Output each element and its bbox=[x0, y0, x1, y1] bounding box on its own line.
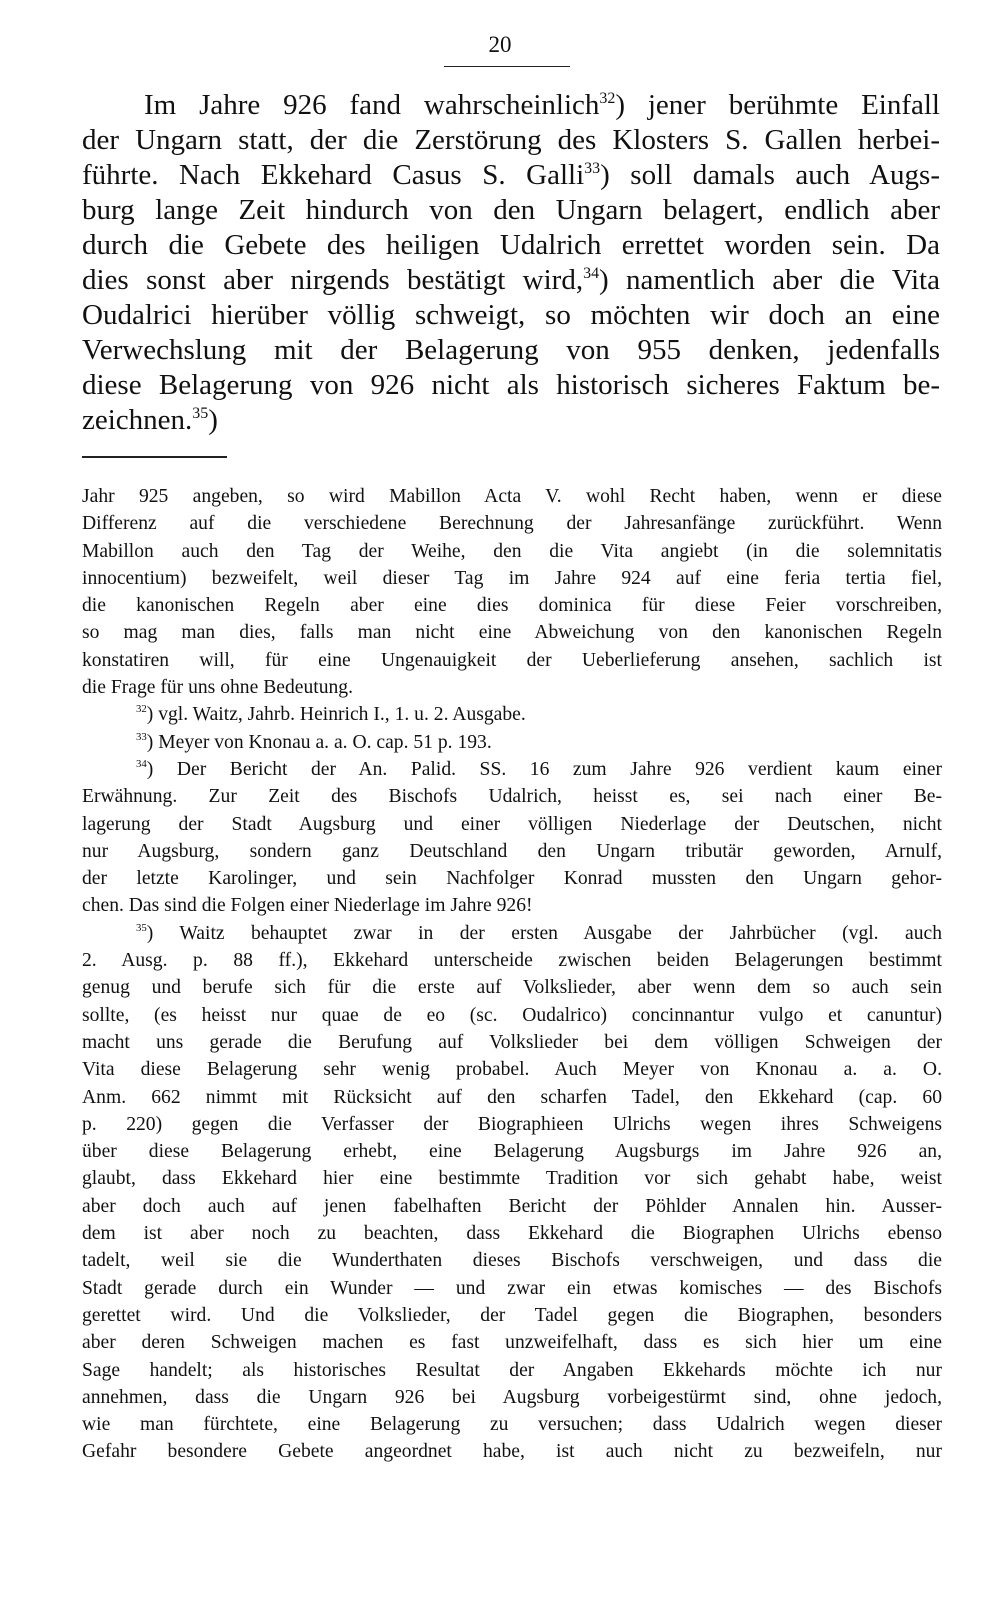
text-run: der Ungarn statt, der die Zerstörung des Klosters S. Gallen herbei- bbox=[82, 124, 940, 156]
footnote-34-line bbox=[82, 892, 942, 919]
main-text-line bbox=[82, 403, 940, 438]
footnote-marker: 34 bbox=[136, 757, 147, 770]
footnote-reference: 34 bbox=[583, 264, 600, 282]
page-number: 20 bbox=[488, 32, 512, 57]
footnote-35-line bbox=[82, 947, 942, 974]
main-text-line bbox=[82, 298, 940, 333]
footnote-marker-paren: ) bbox=[146, 731, 159, 753]
text-run: ) soll damals auch Augs- bbox=[600, 159, 940, 191]
footnote-text: chen. Das sind die Folgen einer Niederlage im Jahre 926! bbox=[82, 895, 533, 917]
footnote-35-line bbox=[82, 1111, 942, 1138]
footnote-text: der letzte Karolinger, und sein Nachfolger Konrad mussten den Ungarn gehor- bbox=[82, 868, 942, 890]
footnote-marker-paren: ) bbox=[146, 758, 177, 780]
footnote-reference: 33 bbox=[584, 159, 601, 177]
text-run: ) namentlich aber die Vita bbox=[599, 264, 940, 296]
footnote-35-line bbox=[82, 1138, 942, 1165]
footnote-34-line bbox=[82, 838, 942, 865]
footnote-separator bbox=[82, 456, 227, 458]
page-number-rule bbox=[444, 66, 570, 67]
main-text-line bbox=[82, 123, 940, 158]
footnote-35-line bbox=[82, 1302, 942, 1329]
footnote-text: Waitz behauptet zwar in der ersten Ausgabe der Jahrbücher (vgl. auch bbox=[179, 922, 942, 944]
footnote-35-line bbox=[82, 1002, 942, 1029]
text-run: zeichnen. bbox=[82, 404, 193, 436]
footnote-32-line bbox=[82, 701, 942, 728]
footnote-text: p. 220) gegen die Verfasser der Biographieen Ulrichs wegen ihres Schweigens bbox=[82, 1113, 942, 1135]
text-run: durch die Gebete des heiligen Udalrich errettet worden sein. Da bbox=[82, 229, 940, 261]
footnote-marker: 32 bbox=[136, 703, 147, 716]
main-text-line bbox=[82, 193, 940, 228]
footnote-text: Meyer von Knonau a. a. O. cap. 51 p. 193. bbox=[158, 731, 492, 753]
main-text bbox=[82, 88, 940, 438]
footnote-35-line bbox=[82, 1329, 942, 1356]
footnote-continuation-line: innocentium) bezweifelt, weil dieser Tag im Jahre 924 auf eine feria tertia fiel, bbox=[82, 567, 942, 589]
footnote-marker-paren: ) bbox=[146, 704, 159, 726]
footnote-35-line bbox=[82, 1411, 942, 1438]
footnote-text: aber doch auch auf jenen fabelhaften Bericht der Pöhlder Annalen hin. Ausser- bbox=[82, 1195, 942, 1217]
footnote-35-line bbox=[82, 1193, 942, 1220]
footnote-text: glaubt, dass Ekkehard hier eine bestimmte Tradition vor sich gehabt habe, weist bbox=[82, 1168, 942, 1190]
footnote-text: Sage handelt; als historisches Resultat der Angaben Ekkehards möchte ich nur bbox=[82, 1359, 942, 1381]
footnote-text: Stadt gerade durch ein Wunder — und zwar ein etwas komisches — des Bischofs bbox=[82, 1277, 942, 1299]
footnote-35-line bbox=[82, 974, 942, 1001]
footnote-35-line bbox=[82, 1275, 942, 1302]
footnote-continuation-line: die Frage für uns ohne Bedeutung. bbox=[82, 677, 353, 699]
footnote-text: aber deren Schweigen machen es fast unzweifelhaft, dass es sich hier um eine bbox=[82, 1332, 942, 1354]
footnote-34-line bbox=[82, 811, 942, 838]
footnote-35-line bbox=[82, 1165, 942, 1192]
text-run: Im Jahre 926 fand wahrscheinlich bbox=[144, 89, 600, 121]
footnote-reference: 35 bbox=[192, 404, 209, 422]
footnote-text: Vita diese Belagerung sehr wenig probabel. Auch Meyer von Knonau a. a. O. bbox=[82, 1059, 942, 1081]
footnote-35-line bbox=[82, 1056, 942, 1083]
footnote-text: vgl. Waitz, Jahrb. Heinrich I., 1. u. 2. Ausgabe. bbox=[158, 704, 526, 726]
main-text-line bbox=[82, 88, 940, 123]
footnote-reference: 32 bbox=[599, 89, 616, 107]
text-run: diese Belagerung von 926 nicht als historisch sicheres Faktum be- bbox=[82, 369, 940, 401]
footnote-continuation-line: so mag man dies, falls man nicht eine Abweichung von den kanonischen Regeln bbox=[82, 622, 942, 644]
footnote-text: über diese Belagerung erhebt, eine Belagerung Augsburgs im Jahre 926 an, bbox=[82, 1141, 942, 1163]
footnote-marker: 33 bbox=[136, 730, 147, 743]
footnote-34-line bbox=[82, 756, 942, 783]
text-run: führte. Nach Ekkehard Casus S. Galli bbox=[82, 159, 585, 191]
footnote-35-line bbox=[82, 1357, 942, 1384]
footnote-text: dem ist aber noch zu beachten, dass Ekkehard die Biographen Ulrichs ebenso bbox=[82, 1223, 942, 1245]
text-run: ) jener berühmte Einfall bbox=[615, 89, 940, 121]
footnote-34-line bbox=[82, 783, 942, 810]
main-text-line bbox=[82, 158, 940, 193]
footnote-35-line bbox=[82, 1247, 942, 1274]
footnote-text: Erwähnung. Zur Zeit des Bischofs Udalrich, heisst es, sei nach einer Be- bbox=[82, 786, 942, 808]
footnote-continuation-line: die kanonischen Regeln aber eine dies dominica für diese Feier vorschreiben, bbox=[82, 595, 942, 617]
footnote-continuation-line: Jahr 925 angeben, so wird Mabillon Acta V. wohl Recht haben, wenn er diese bbox=[82, 486, 942, 507]
footnote-text: Anm. 662 nimmt mit Rücksicht auf den scharfen Tadel, den Ekkehard (cap. 60 bbox=[82, 1086, 942, 1108]
footnote-continuation-line: Differenz auf die verschiedene Berechnung der Jahresanfänge zurückführt. Wenn bbox=[82, 513, 942, 535]
footnote-text: annehmen, dass die Ungarn 926 bei Augsburg vorbeigestürmt sind, ohne jedoch, bbox=[82, 1386, 942, 1408]
footnote-35-line bbox=[82, 1029, 942, 1056]
footnote-35-line bbox=[82, 1384, 942, 1411]
footnote-text: macht uns gerade die Berufung auf Volkslieder bei dem völligen Schweigen der bbox=[82, 1031, 942, 1053]
main-text-line bbox=[82, 333, 940, 368]
text-run: Oudalrici hierüber völlig schweigt, so möchten wir doch an eine bbox=[82, 299, 940, 331]
footnote-34-line bbox=[82, 865, 942, 892]
footnote-text: gerettet wird. Und die Volkslieder, der Tadel gegen die Biographen, besonders bbox=[82, 1304, 942, 1326]
text-run: dies sonst aber nirgends bestätigt wird, bbox=[82, 264, 584, 296]
footnote-marker: 35 bbox=[136, 921, 147, 934]
footnote-35-line bbox=[82, 1438, 942, 1465]
footnote-marker-paren: ) bbox=[146, 922, 180, 944]
footnote-35-line bbox=[82, 1084, 942, 1111]
text-run: Verwechslung mit der Belagerung von 955 denken, jedenfalls bbox=[82, 334, 940, 366]
footnote-text: Gefahr besondere Gebete angeordnet habe, ist auch nicht zu bezweifeln, nur bbox=[82, 1441, 942, 1463]
footnote-text: sollte, (es heisst nur quae de eo (sc. Oudalrico) concinnantur vulgo et canuntur) bbox=[82, 1004, 942, 1026]
main-text-line bbox=[82, 228, 940, 263]
footnote-text: tadelt, weil sie die Wunderthaten dieses Bischofs verschweigen, und dass die bbox=[82, 1250, 942, 1272]
footnote-continuation-line: Mabillon auch den Tag der Weihe, den die Vita angiebt (in die solemnitatis bbox=[82, 540, 942, 562]
footnote-continuation-line: konstatiren will, für eine Ungenauigkeit der Ueberlieferung ansehen, sachlich ist bbox=[82, 649, 942, 671]
footnote-text: wie man fürchtete, eine Belagerung zu versuchen; dass Udalrich wegen dieser bbox=[82, 1414, 942, 1436]
footnote-33-line bbox=[82, 729, 942, 756]
footnote-text: nur Augsburg, sondern ganz Deutschland den Ungarn tributär geworden, Arnulf, bbox=[82, 840, 942, 862]
footnote-text: lagerung der Stadt Augsburg und einer völligen Niederlage der Deutschen, nicht bbox=[82, 813, 942, 835]
main-text-line bbox=[82, 368, 940, 403]
footnote-35-line bbox=[82, 920, 942, 947]
text-run: burg lange Zeit hindurch von den Ungarn belagert, endlich aber bbox=[82, 194, 940, 226]
footnotes bbox=[82, 483, 942, 1466]
main-text-line bbox=[82, 263, 940, 298]
text-run: ) bbox=[208, 404, 218, 436]
footnote-35-line bbox=[82, 1220, 942, 1247]
footnote-text: genug und berufe sich für die erste auf Volkslieder, aber wenn dem so auch sein bbox=[82, 977, 942, 999]
footnote-text: 2. Ausg. p. 88 ff.), Ekkehard unterscheide zwischen beiden Belagerungen bestimmt bbox=[82, 950, 942, 972]
footnote-text: Der Bericht der An. Palid. SS. 16 zum Jahre 926 verdient kaum einer bbox=[176, 758, 942, 780]
